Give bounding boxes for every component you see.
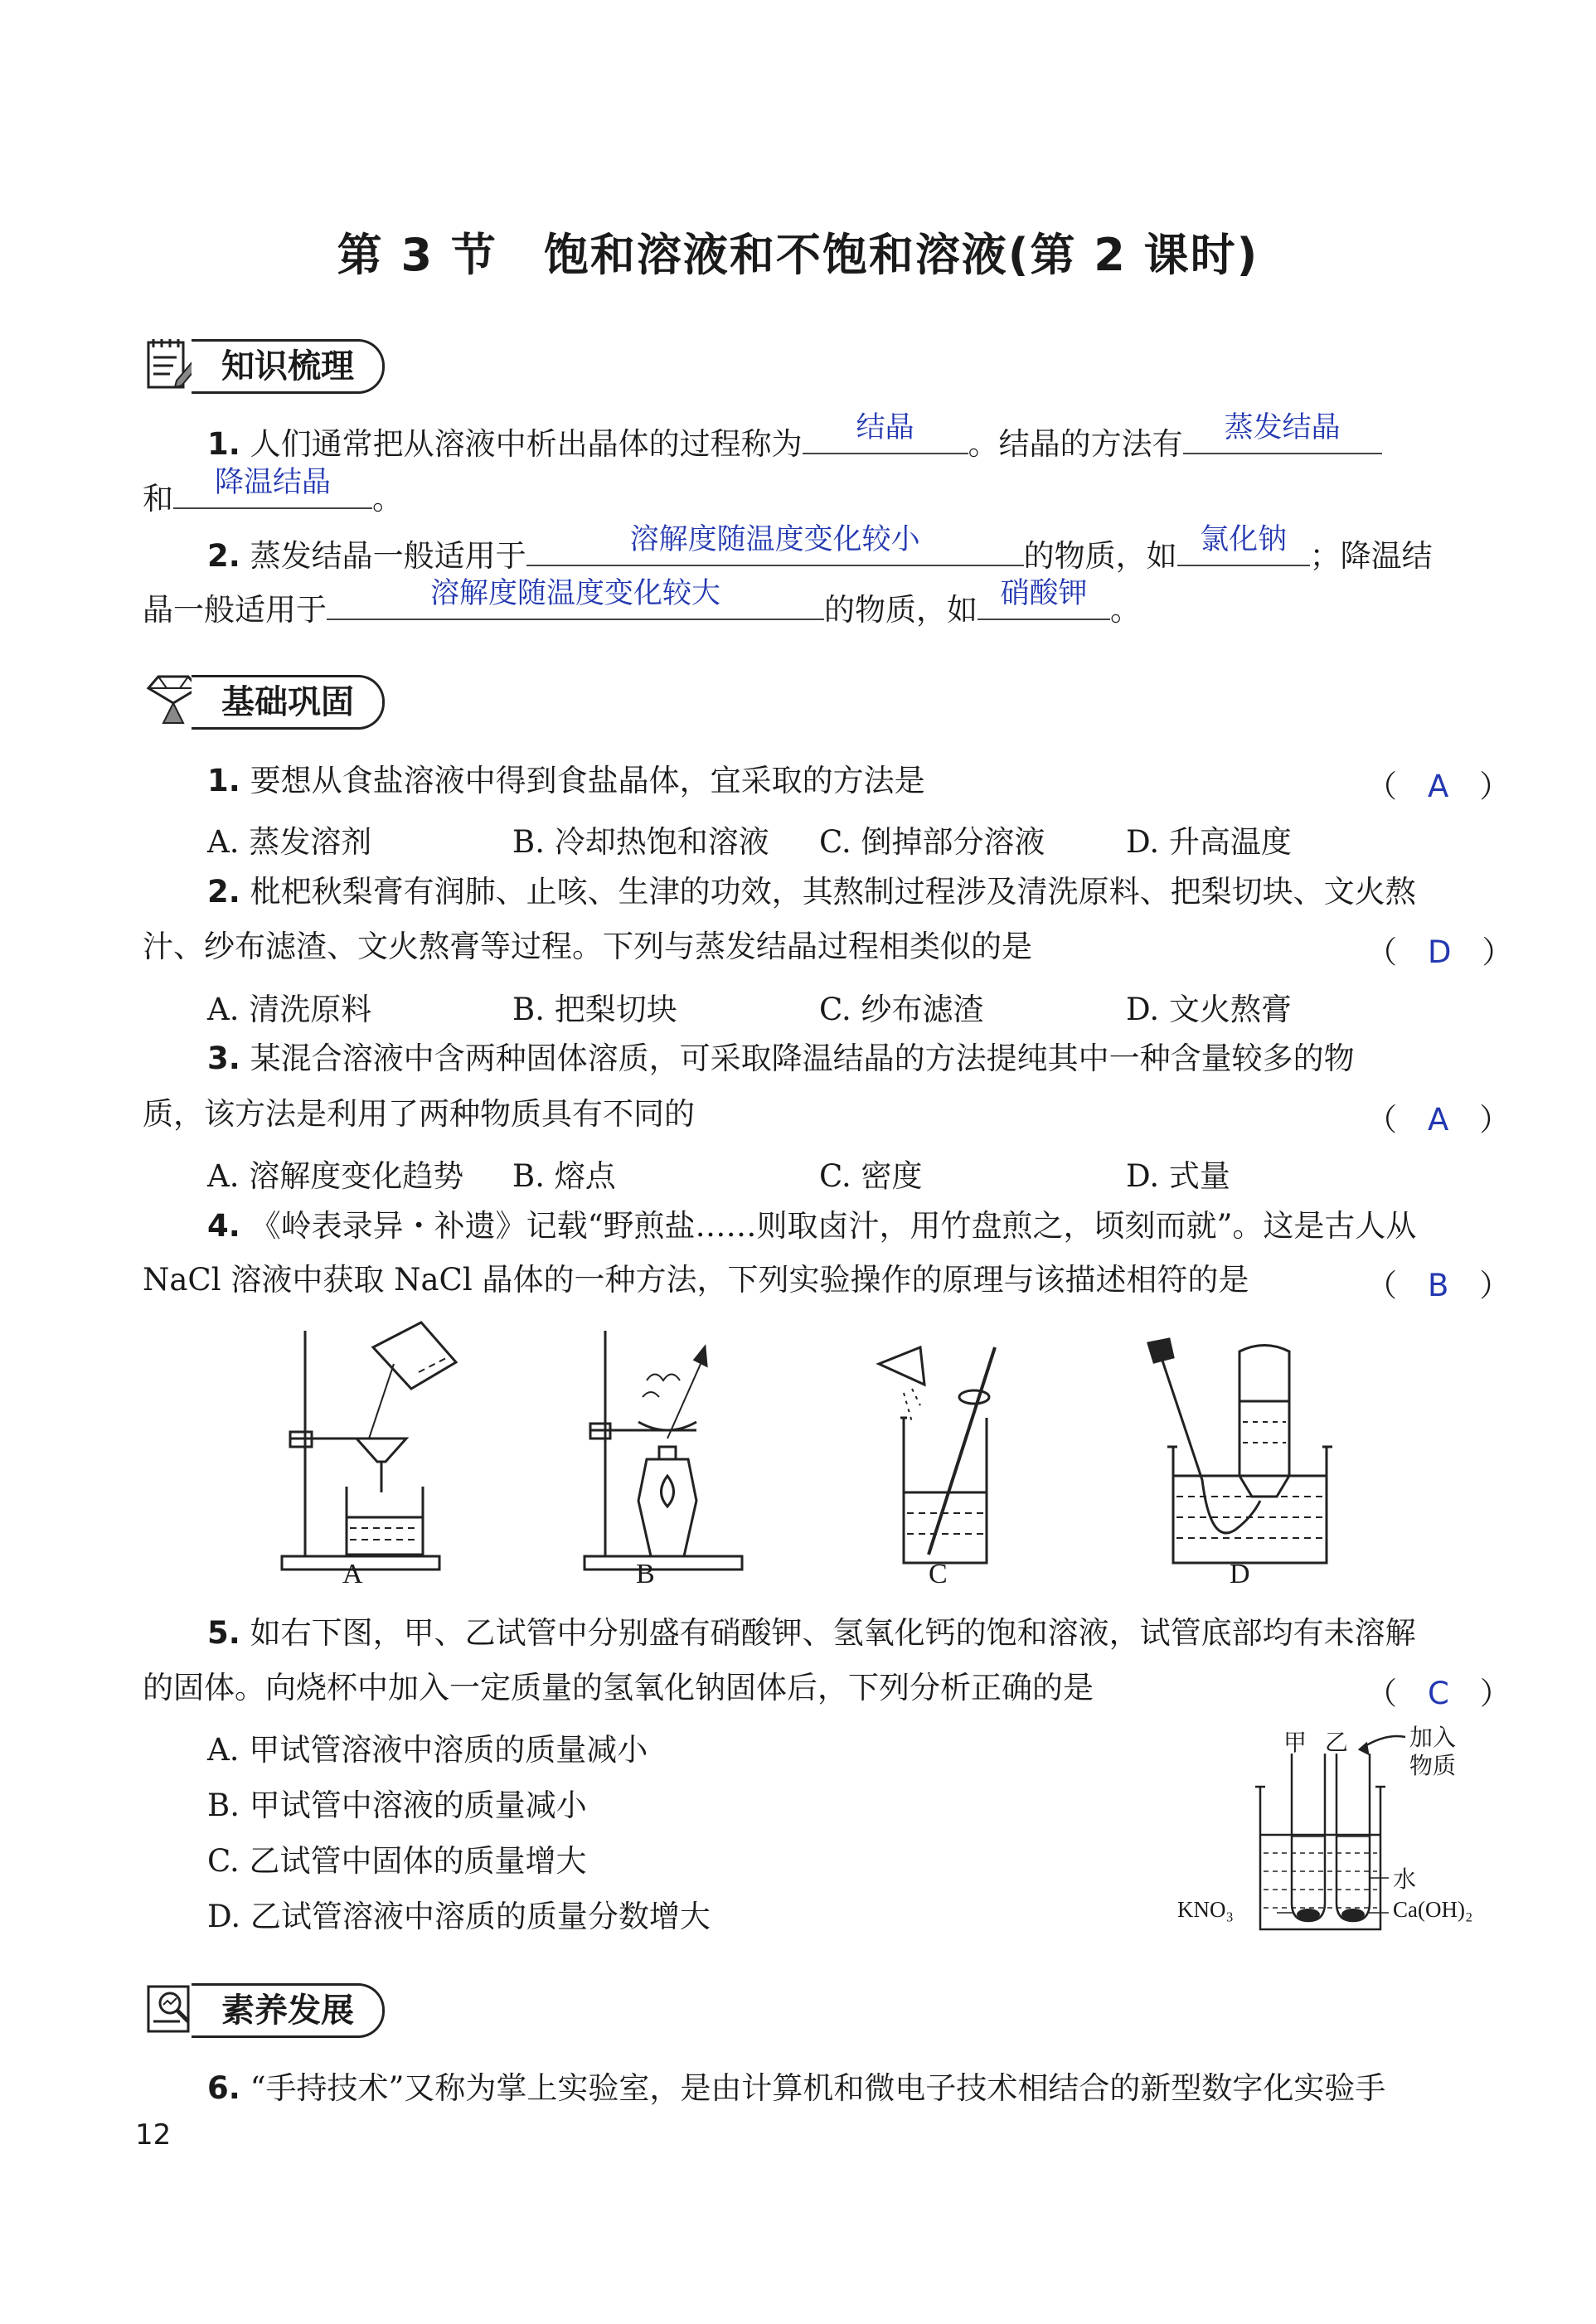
option-b: B. 冷却热饱和溶液 [512,824,769,860]
figure-label-b: B [636,1559,655,1589]
section-basic [143,670,492,730]
answer-blank[interactable] [977,577,1110,620]
question-text: 晶一般适用于 [143,592,327,628]
answer-text: 蒸发结晶 [1224,411,1341,444]
question-text: 和 [143,481,173,517]
answer-text: 结晶 [856,411,914,444]
item-number: 2. [207,538,240,574]
experiment-figures [249,1314,1343,1588]
option-a: A. 蒸发溶剂 [207,824,372,860]
answer-choice: B [1428,1268,1449,1303]
answer-blank[interactable] [1183,411,1382,454]
page-title: 第 3 节 饱和溶液和不饱和溶液(第 2 课时) [337,229,1259,281]
answer-blank[interactable] [327,577,824,620]
section-develop-label: 素养发展 [192,1983,385,2038]
question-text: 如右下图，甲、乙试管中分别盛有硝酸钾、氢氧化钙的饱和溶液，试管底部均有未溶解 [250,1615,1416,1651]
question-text: 的物质，如 [1023,538,1177,574]
question-3-cont [143,1094,695,1134]
answer-blank[interactable] [526,523,1024,566]
knowledge-item-2 [207,523,1433,576]
label-water: 水 [1393,1867,1417,1893]
question-text: 的物质，如 [824,592,977,628]
question-text: 某混合溶液中含两种固体溶质，可采取降温结晶的方法提纯其中一种含量较多的物 [250,1041,1355,1076]
answer-blank[interactable] [1177,523,1310,566]
answer-choice: D [1428,934,1452,970]
option-a: A. 清洗原料 [207,992,372,1027]
question-text: 《岭表录异・补遗》记载“野煎盐……则取卤汁，用竹盘煎之，顷刻而就”。这是古人从 [250,1208,1417,1244]
option-c: C. 密度 [819,1158,923,1194]
answer-bracket[interactable]: （ A ） [1366,1102,1511,1138]
question-4 [207,1206,1416,1246]
label-kno3: KNO₃ [1177,1897,1234,1922]
figure-label-c: C [929,1559,948,1589]
question-text: 。 [372,481,403,517]
option-a: A. 甲试管溶液中溶质的质量减小 [207,1732,648,1768]
option-b: B. 把梨切块 [512,992,677,1027]
answer-bracket[interactable]: （ B ） [1366,1268,1511,1303]
question-5-cont [143,1668,1094,1708]
option-d: D. 文火熬膏 [1126,992,1292,1027]
question-number: 5. [207,1615,240,1651]
label-yi: 乙 [1325,1730,1349,1756]
section-knowledge [143,334,492,394]
answer-text: 降温结晶 [214,466,331,499]
question-4-cont [143,1260,1249,1300]
answer-text: 溶解度随温度变化较大 [429,577,720,610]
answer-choice: A [1428,769,1449,804]
question-text: NaCl 溶液中获取 NaCl 晶体的一种方法，下列实验操作的原理与该描述相符的是 [143,1262,1249,1298]
option-c: C. 纱布滤渣 [819,992,984,1027]
question-6 [207,2069,1385,2108]
figure-d-gas-collection [1148,1339,1332,1563]
answer-blank[interactable] [803,411,968,454]
answer-text: 氯化钠 [1200,523,1288,556]
figure-label-d: D [1230,1559,1250,1589]
question-2 [207,872,1416,912]
knowledge-item-2-cont [143,577,1141,630]
answer-text: 溶解度随温度变化较小 [629,523,920,556]
section-knowledge-label: 知识梳理 [192,339,385,394]
question-5 [207,1613,1416,1653]
option-d: D. 式量 [1126,1158,1230,1194]
question-text: 要想从食盐溶液中得到食盐晶体，宜采取的方法是 [250,763,925,798]
q5-test-tube-figure [1244,1729,1409,1932]
question-3 [207,1039,1355,1079]
question-text: 枇杷秋梨膏有润肺、止咳、生津的功效，其熬制过程涉及清洗原料、把梨切块、文火熬 [250,874,1416,910]
label-add: 加入 [1409,1725,1457,1751]
option-a: A. 溶解度变化趋势 [207,1158,464,1194]
section-basic-label: 基础巩固 [192,675,385,730]
question-number: 3. [207,1041,240,1076]
question-number: 6. [207,2070,240,2106]
question-number: 1. [207,763,240,798]
knowledge-item-1-cont [143,466,403,519]
label-caoh2: Ca(OH)₂ [1393,1897,1473,1922]
question-text: “手持技术”又称为掌上实验室，是由计算机和微电子技术相结合的新型数字化实验手 [250,2070,1386,2106]
option-c: C. 倒掉部分溶液 [819,824,1045,860]
answer-choice: A [1428,1102,1449,1138]
answer-bracket[interactable]: （ A ） [1366,769,1511,804]
knowledge-item-1 [207,411,1382,464]
question-2-cont [143,927,1032,967]
figure-c-stirring [879,1347,995,1563]
figure-label-a: A [342,1559,363,1589]
answer-bracket[interactable]: （ C ） [1366,1676,1511,1711]
label-substance: 物质 [1409,1754,1457,1779]
option-b: B. 熔点 [512,1158,616,1194]
question-text: 。 [1110,592,1141,628]
answer-bracket[interactable]: （ D ） [1366,934,1513,970]
question-text: 。结晶的方法有 [968,426,1183,462]
question-text: ；降温结 [1309,538,1433,574]
question-number: 4. [207,1208,240,1244]
question-text: 的固体。向烧杯中加入一定质量的氢氧化钠固体后，下列分析正确的是 [143,1670,1094,1705]
page-number: 12 [135,2118,172,2152]
label-jia: 甲 [1283,1730,1307,1756]
question-text: 汁、纱布滤渣、文火熬膏等过程。下列与蒸发结晶过程相类似的是 [143,929,1032,964]
figure-a-filtration [282,1322,456,1570]
option-d: D. 乙试管溶液中溶质的质量分数增大 [207,1899,711,1934]
figure-b-evaporation [585,1331,742,1570]
question-text: 蒸发结晶一般适用于 [250,538,526,574]
answer-text: 硝酸钾 [1000,577,1088,610]
option-b: B. 甲试管中溶液的质量减小 [207,1788,587,1823]
answer-blank[interactable] [173,466,372,509]
question-text: 人们通常把从溶液中析出晶体的过程称为 [250,426,803,462]
section-develop [143,1978,492,2038]
answer-choice: C [1428,1676,1449,1711]
question-text: 质，该方法是利用了两种物质具有不同的 [143,1096,695,1132]
option-d: D. 升高温度 [1126,824,1292,860]
item-number: 1. [207,426,240,462]
question-1 [207,761,925,801]
question-number: 2. [207,874,240,910]
option-c: C. 乙试管中固体的质量增大 [207,1843,587,1879]
